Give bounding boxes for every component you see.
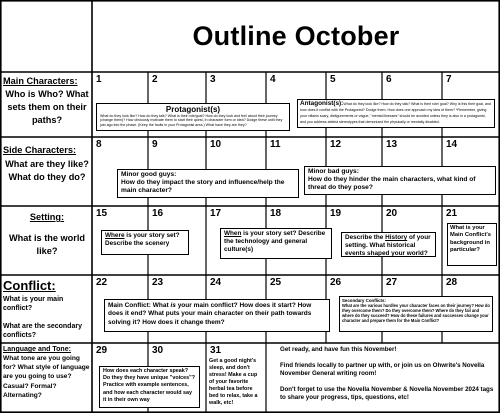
row-heading: Language and Tone: (3, 346, 71, 353)
note-body: What are the various hurdles your character faces on their journey? How do they overcome them? Do they overcome them? Where do they fail and where do they succeed? How do these failures and successes change your character and prepare them for the Main Conflict? (342, 303, 490, 324)
day-number: 26 (330, 277, 342, 288)
day-number: 2 (152, 74, 158, 85)
closing-message (280, 346, 496, 402)
day-number: 11 (270, 139, 281, 150)
day-number: 30 (152, 345, 164, 356)
rest-note: Get a good night's sleep, and don't stress! Make a cup of your favorite herbal tea before bed to relax, take a walk, etc! (209, 358, 258, 406)
closing-line-3: Don't forget to use the Novella November & Novella November 2024 tags to share your progress, tips, questions, etc! (280, 386, 494, 401)
day-number: 28 (446, 277, 458, 288)
day-number: 24 (210, 277, 222, 288)
label-main-characters (3, 76, 91, 127)
note-body: What do they look like? How do they talk? What is their role/ goal? Why is this their goal, and how does it conflict with the Protagonist? Dodge them. How does one approach my idea of them? *Remember, giving your villains scary, disfigurements or vague, "mental illnesses" should be avoided unless they is also in a protagonist, and you address ableist stereotypes that demonized the physically or mentally disabled. (300, 102, 491, 124)
row-body: What are they like? What do they do? (5, 159, 89, 182)
day-number: 13 (386, 139, 398, 150)
when-word: When (224, 230, 242, 237)
secondary-conflicts-note (339, 296, 493, 332)
note-body: is your story set? Describe the scenery (105, 232, 180, 247)
day-number: 29 (96, 345, 108, 356)
day-number: 18 (270, 208, 282, 219)
conflict-background-note: What is your Main Conflict's background in particular? (447, 223, 497, 266)
where-setting-note (101, 230, 189, 255)
day-number: 22 (96, 277, 108, 288)
minor-good-guys-note (117, 169, 299, 198)
when-setting-note (220, 228, 332, 259)
day-number: 3 (210, 74, 216, 85)
row-heading: Setting: (29, 212, 65, 222)
day-number: 31 (210, 345, 222, 356)
day-number: 25 (270, 277, 282, 288)
history-post: of your setting. What historical events shaped your world? (345, 234, 431, 257)
row-heading: Conflict: (3, 278, 56, 293)
day-number: 7 (446, 74, 452, 85)
label-setting (3, 212, 91, 258)
day-number: 14 (446, 139, 458, 150)
day-number: 8 (96, 139, 102, 150)
label-side-characters (3, 145, 91, 184)
note-heading: Antagonist(s): (300, 100, 344, 107)
row-question: What are the secondary conflicts? (3, 323, 82, 339)
note-heading: Protagonist(s) (165, 105, 221, 114)
mc-pre: Main Conflict: What (108, 302, 171, 309)
day-number: 6 (386, 74, 392, 85)
minor-bad-guys-note (304, 166, 496, 195)
day-number: 21 (446, 208, 458, 219)
day-number: 5 (330, 74, 336, 85)
closing-line-1: Get ready, and have fun this November! (280, 346, 397, 353)
history-pre: Describe the (345, 234, 386, 241)
speech-note: How does each character speak? Do they they have unique "voices"? Practice with example sentences, and how each character would say it in their own way (99, 366, 200, 408)
row-body: What tone are you going for? What style of language are you going to use? Casual? Formal? Alternating? (3, 355, 90, 399)
day-number: 1 (96, 74, 102, 85)
day-number: 20 (386, 208, 398, 219)
day-number: 15 (96, 208, 108, 219)
day-number: 9 (152, 139, 158, 150)
main-conflict-note (104, 299, 330, 332)
day-number: 27 (386, 277, 398, 288)
note-heading: Secondary Conflicts: (342, 298, 386, 303)
row-body: What is the world like? (8, 233, 86, 256)
page-title: Outline October (192, 20, 400, 51)
day-number: 10 (210, 139, 222, 150)
note-body: How do they hinder the main characters, what kind of threat do they pose? (308, 176, 476, 192)
day-number: 23 (152, 277, 164, 288)
day-number: 12 (330, 139, 342, 150)
note-heading: Minor bad guys: (308, 168, 359, 175)
note-body: How do they impact the story and influence/help the main character? (121, 179, 285, 195)
day-number: 19 (330, 208, 342, 219)
day-number: 16 (152, 208, 164, 219)
row-question: What is your main conflict? (3, 296, 64, 312)
row-heading: Main Characters: (3, 76, 78, 86)
mc-post: your main conflict? How does it start? How does it end? What puts your main character on their path towards solving it? How does it change them? (108, 302, 312, 326)
note-body: What do they look like? How do they talk? What is their role/goal? How do they look and feel about their journey (change them)? How obviously motivate them to start their quest, in character form or idea? Dodge these until they just ago into the phase. (Keep the faults in your Protagonist area.) What have they are they? (100, 114, 283, 127)
row-heading: Side Characters: (3, 145, 77, 155)
antagonist-note (297, 99, 495, 128)
closing-line-2: Find friends locally to partner up with, or join us on Ohwrite's Novella November General writing room! (280, 362, 485, 377)
label-language-tone (3, 346, 91, 400)
day-number: 17 (210, 208, 222, 219)
label-conflict (3, 278, 91, 340)
where-word: Where (105, 232, 125, 239)
note-heading: Minor good guys: (121, 171, 177, 178)
mc-em: is (170, 302, 176, 309)
day-number: 4 (270, 74, 276, 85)
protagonist-note (96, 103, 290, 131)
history-word: History (385, 234, 408, 241)
row-body: Who is Who? What sets them on their paths? (5, 89, 89, 125)
history-note (341, 232, 436, 257)
note-body: is your story set? Describe the technology and general culture(s) (224, 230, 326, 253)
